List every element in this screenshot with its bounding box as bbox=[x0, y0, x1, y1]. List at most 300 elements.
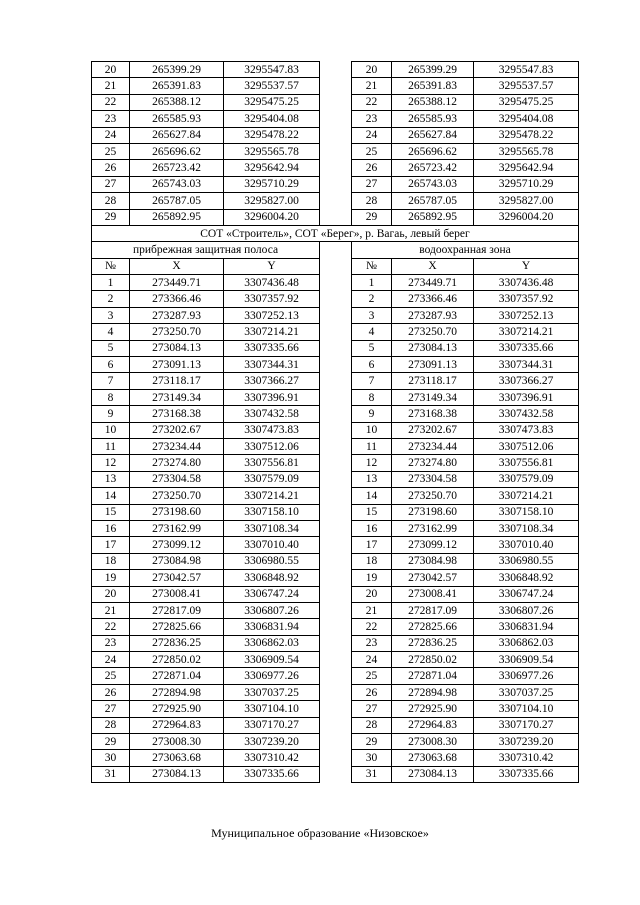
x-coordinate: 272817.09 bbox=[130, 602, 224, 618]
x-coordinate: 272836.25 bbox=[392, 635, 474, 651]
column-gap bbox=[320, 553, 352, 569]
x-coordinate: 273042.57 bbox=[392, 570, 474, 586]
x-coordinate: 272925.90 bbox=[130, 701, 224, 717]
y-coordinate: 3306747.24 bbox=[224, 586, 320, 602]
point-number: 28 bbox=[352, 193, 392, 209]
y-coordinate: 3306831.94 bbox=[474, 619, 579, 635]
column-gap bbox=[320, 422, 352, 438]
table-row bbox=[92, 160, 579, 176]
y-coordinate: 3307432.58 bbox=[224, 406, 320, 422]
point-number: 12 bbox=[92, 455, 130, 471]
column-gap bbox=[320, 635, 352, 651]
column-gap bbox=[320, 78, 352, 94]
point-number: 4 bbox=[92, 324, 130, 340]
section-title-row bbox=[92, 225, 579, 241]
x-coordinate: 273198.60 bbox=[130, 504, 224, 520]
table-row bbox=[92, 307, 579, 323]
y-coordinate: 3307104.10 bbox=[474, 701, 579, 717]
x-coordinate: 273099.12 bbox=[130, 537, 224, 553]
x-coordinate: 272871.04 bbox=[130, 668, 224, 684]
x-coordinate: 273202.67 bbox=[392, 422, 474, 438]
y-coordinate: 3307010.40 bbox=[224, 537, 320, 553]
column-gap bbox=[320, 586, 352, 602]
table-row bbox=[92, 471, 579, 487]
point-number: 8 bbox=[352, 389, 392, 405]
point-number: 24 bbox=[352, 127, 392, 143]
x-coordinate: 273304.58 bbox=[392, 471, 474, 487]
x-coordinate: 272871.04 bbox=[392, 668, 474, 684]
y-coordinate: 3295478.22 bbox=[474, 127, 579, 143]
table-row bbox=[92, 488, 579, 504]
x-coordinate: 273274.80 bbox=[392, 455, 474, 471]
column-gap bbox=[320, 766, 352, 782]
point-number: 6 bbox=[352, 357, 392, 373]
point-number: 31 bbox=[92, 766, 130, 782]
y-coordinate: 3306747.24 bbox=[474, 586, 579, 602]
point-number: 23 bbox=[352, 635, 392, 651]
x-coordinate: 273168.38 bbox=[130, 406, 224, 422]
y-coordinate: 3307357.92 bbox=[474, 291, 579, 307]
y-coordinate: 3307366.27 bbox=[224, 373, 320, 389]
header-number: № bbox=[352, 258, 392, 274]
y-coordinate: 3307512.06 bbox=[224, 438, 320, 454]
header-number: № bbox=[92, 258, 130, 274]
point-number: 17 bbox=[92, 537, 130, 553]
column-gap bbox=[320, 684, 352, 700]
y-coordinate: 3307158.10 bbox=[224, 504, 320, 520]
column-gap bbox=[320, 520, 352, 536]
y-coordinate: 3306862.03 bbox=[224, 635, 320, 651]
point-number: 1 bbox=[352, 275, 392, 291]
point-number: 2 bbox=[92, 291, 130, 307]
y-coordinate: 3295827.00 bbox=[224, 193, 320, 209]
x-coordinate: 272925.90 bbox=[392, 701, 474, 717]
x-coordinate: 265787.05 bbox=[392, 193, 474, 209]
point-number: 15 bbox=[92, 504, 130, 520]
x-coordinate: 265627.84 bbox=[130, 127, 224, 143]
y-coordinate: 3307214.21 bbox=[474, 324, 579, 340]
x-coordinate: 273084.98 bbox=[392, 553, 474, 569]
point-number: 22 bbox=[92, 94, 130, 110]
point-number: 20 bbox=[352, 62, 392, 78]
y-coordinate: 3307239.20 bbox=[474, 734, 579, 750]
column-gap bbox=[320, 373, 352, 389]
y-coordinate: 3306980.55 bbox=[474, 553, 579, 569]
header-y: Y bbox=[474, 258, 579, 274]
point-number: 5 bbox=[92, 340, 130, 356]
table-row bbox=[92, 717, 579, 733]
y-coordinate: 3295547.83 bbox=[224, 62, 320, 78]
table-row bbox=[92, 635, 579, 651]
y-coordinate: 3307396.91 bbox=[224, 389, 320, 405]
column-gap bbox=[320, 389, 352, 405]
table-row bbox=[92, 504, 579, 520]
x-coordinate: 265388.12 bbox=[130, 94, 224, 110]
point-number: 23 bbox=[92, 111, 130, 127]
column-gap bbox=[320, 602, 352, 618]
y-coordinate: 3307170.27 bbox=[224, 717, 320, 733]
point-number: 7 bbox=[352, 373, 392, 389]
x-coordinate: 265388.12 bbox=[392, 94, 474, 110]
y-coordinate: 3306848.92 bbox=[224, 570, 320, 586]
point-number: 26 bbox=[92, 160, 130, 176]
x-coordinate: 272964.83 bbox=[130, 717, 224, 733]
y-coordinate: 3295537.57 bbox=[474, 78, 579, 94]
x-coordinate: 273008.41 bbox=[392, 586, 474, 602]
point-number: 9 bbox=[352, 406, 392, 422]
point-number: 3 bbox=[92, 307, 130, 323]
point-number: 17 bbox=[352, 537, 392, 553]
x-coordinate: 273149.34 bbox=[392, 389, 474, 405]
table-row bbox=[92, 652, 579, 668]
x-coordinate: 273118.17 bbox=[392, 373, 474, 389]
column-gap bbox=[320, 160, 352, 176]
table-row bbox=[92, 357, 579, 373]
y-coordinate: 3307310.42 bbox=[224, 750, 320, 766]
y-coordinate: 3295404.08 bbox=[224, 111, 320, 127]
point-number: 30 bbox=[352, 750, 392, 766]
x-coordinate: 273168.38 bbox=[392, 406, 474, 422]
y-coordinate: 3307252.13 bbox=[224, 307, 320, 323]
point-number: 14 bbox=[92, 488, 130, 504]
y-coordinate: 3307357.92 bbox=[224, 291, 320, 307]
x-coordinate: 272964.83 bbox=[392, 717, 474, 733]
y-coordinate: 3307037.25 bbox=[224, 684, 320, 700]
x-coordinate: 272894.98 bbox=[130, 684, 224, 700]
x-coordinate: 273234.44 bbox=[392, 438, 474, 454]
x-coordinate: 273084.13 bbox=[392, 766, 474, 782]
point-number: 28 bbox=[92, 717, 130, 733]
y-coordinate: 3295642.94 bbox=[474, 160, 579, 176]
y-coordinate: 3295547.83 bbox=[474, 62, 579, 78]
column-gap bbox=[320, 750, 352, 766]
table-row bbox=[92, 668, 579, 684]
x-coordinate: 265892.95 bbox=[130, 209, 224, 225]
x-coordinate: 273084.13 bbox=[130, 340, 224, 356]
y-coordinate: 3306862.03 bbox=[474, 635, 579, 651]
x-coordinate: 265627.84 bbox=[392, 127, 474, 143]
table-row bbox=[92, 78, 579, 94]
x-coordinate: 273198.60 bbox=[392, 504, 474, 520]
y-coordinate: 3307108.34 bbox=[474, 520, 579, 536]
x-coordinate: 273366.46 bbox=[392, 291, 474, 307]
point-number: 27 bbox=[92, 176, 130, 192]
x-coordinate: 273008.41 bbox=[130, 586, 224, 602]
y-coordinate: 3295475.25 bbox=[474, 94, 579, 110]
point-number: 11 bbox=[352, 438, 392, 454]
point-number: 22 bbox=[92, 619, 130, 635]
point-number: 22 bbox=[352, 94, 392, 110]
x-coordinate: 273304.58 bbox=[130, 471, 224, 487]
x-coordinate: 265723.42 bbox=[130, 160, 224, 176]
x-coordinate: 272817.09 bbox=[392, 602, 474, 618]
point-number: 26 bbox=[352, 160, 392, 176]
column-gap bbox=[320, 438, 352, 454]
y-coordinate: 3306807.26 bbox=[474, 602, 579, 618]
y-coordinate: 3307556.81 bbox=[224, 455, 320, 471]
y-coordinate: 3307396.91 bbox=[474, 389, 579, 405]
y-coordinate: 3307579.09 bbox=[474, 471, 579, 487]
column-gap bbox=[320, 406, 352, 422]
x-coordinate: 273234.44 bbox=[130, 438, 224, 454]
column-gap bbox=[320, 357, 352, 373]
x-coordinate: 272825.66 bbox=[130, 619, 224, 635]
point-number: 13 bbox=[352, 471, 392, 487]
x-coordinate: 272894.98 bbox=[392, 684, 474, 700]
y-coordinate: 3307310.42 bbox=[474, 750, 579, 766]
y-coordinate: 3295537.57 bbox=[224, 78, 320, 94]
x-coordinate: 273099.12 bbox=[392, 537, 474, 553]
point-number: 31 bbox=[352, 766, 392, 782]
table-row bbox=[92, 422, 579, 438]
x-coordinate: 272825.66 bbox=[392, 619, 474, 635]
point-number: 21 bbox=[352, 78, 392, 94]
x-coordinate: 272850.02 bbox=[392, 652, 474, 668]
table-row bbox=[92, 537, 579, 553]
table-row bbox=[92, 291, 579, 307]
point-number: 24 bbox=[352, 652, 392, 668]
y-coordinate: 3307170.27 bbox=[474, 717, 579, 733]
point-number: 10 bbox=[92, 422, 130, 438]
column-gap bbox=[320, 62, 352, 78]
x-coordinate: 273042.57 bbox=[130, 570, 224, 586]
y-coordinate: 3306909.54 bbox=[224, 652, 320, 668]
y-coordinate: 3295642.94 bbox=[224, 160, 320, 176]
y-coordinate: 3307512.06 bbox=[474, 438, 579, 454]
point-number: 27 bbox=[352, 176, 392, 192]
column-gap bbox=[320, 258, 352, 274]
x-coordinate: 265585.93 bbox=[392, 111, 474, 127]
y-coordinate: 3296004.20 bbox=[224, 209, 320, 225]
table-row bbox=[92, 406, 579, 422]
table-row bbox=[92, 570, 579, 586]
y-coordinate: 3307335.66 bbox=[474, 340, 579, 356]
y-coordinate: 3307473.83 bbox=[474, 422, 579, 438]
point-number: 9 bbox=[92, 406, 130, 422]
y-coordinate: 3296004.20 bbox=[474, 209, 579, 225]
header-x: X bbox=[392, 258, 474, 274]
point-number: 21 bbox=[92, 78, 130, 94]
column-gap bbox=[320, 143, 352, 159]
column-gap bbox=[320, 619, 352, 635]
x-coordinate: 265892.95 bbox=[392, 209, 474, 225]
y-coordinate: 3307436.48 bbox=[224, 275, 320, 291]
column-gap bbox=[320, 324, 352, 340]
column-gap bbox=[320, 570, 352, 586]
table-row bbox=[92, 340, 579, 356]
point-number: 14 bbox=[352, 488, 392, 504]
x-coordinate: 265391.83 bbox=[392, 78, 474, 94]
y-coordinate: 3295827.00 bbox=[474, 193, 579, 209]
x-coordinate: 273149.34 bbox=[130, 389, 224, 405]
point-number: 25 bbox=[352, 143, 392, 159]
x-coordinate: 265585.93 bbox=[130, 111, 224, 127]
table-row bbox=[92, 209, 579, 225]
x-coordinate: 265391.83 bbox=[130, 78, 224, 94]
zone-title-coastal-strip: прибрежная защитная полоса bbox=[92, 242, 320, 258]
column-gap bbox=[320, 111, 352, 127]
y-coordinate: 3307239.20 bbox=[224, 734, 320, 750]
y-coordinate: 3307432.58 bbox=[474, 406, 579, 422]
y-coordinate: 3295710.29 bbox=[224, 176, 320, 192]
x-coordinate: 273008.30 bbox=[392, 734, 474, 750]
x-coordinate: 273287.93 bbox=[130, 307, 224, 323]
x-coordinate: 273202.67 bbox=[130, 422, 224, 438]
table-row bbox=[92, 193, 579, 209]
point-number: 12 bbox=[352, 455, 392, 471]
point-number: 15 bbox=[352, 504, 392, 520]
point-number: 20 bbox=[92, 62, 130, 78]
y-coordinate: 3295565.78 bbox=[474, 143, 579, 159]
table-row bbox=[92, 734, 579, 750]
column-gap bbox=[320, 471, 352, 487]
x-coordinate: 273162.99 bbox=[130, 520, 224, 536]
point-number: 25 bbox=[92, 143, 130, 159]
column-gap bbox=[320, 734, 352, 750]
point-number: 19 bbox=[92, 570, 130, 586]
y-coordinate: 3295565.78 bbox=[224, 143, 320, 159]
point-number: 18 bbox=[92, 553, 130, 569]
x-coordinate: 273366.46 bbox=[130, 291, 224, 307]
point-number: 21 bbox=[352, 602, 392, 618]
column-gap bbox=[320, 242, 352, 258]
x-coordinate: 273091.13 bbox=[392, 357, 474, 373]
table-row bbox=[92, 373, 579, 389]
point-number: 4 bbox=[352, 324, 392, 340]
point-number: 28 bbox=[92, 193, 130, 209]
y-coordinate: 3306807.26 bbox=[224, 602, 320, 618]
column-gap bbox=[320, 291, 352, 307]
y-coordinate: 3307214.21 bbox=[224, 488, 320, 504]
x-coordinate: 273063.68 bbox=[130, 750, 224, 766]
y-coordinate: 3307366.27 bbox=[474, 373, 579, 389]
x-coordinate: 265696.62 bbox=[130, 143, 224, 159]
y-coordinate: 3306977.26 bbox=[224, 668, 320, 684]
point-number: 28 bbox=[352, 717, 392, 733]
point-number: 5 bbox=[352, 340, 392, 356]
x-coordinate: 273274.80 bbox=[130, 455, 224, 471]
point-number: 3 bbox=[352, 307, 392, 323]
y-coordinate: 3307473.83 bbox=[224, 422, 320, 438]
x-coordinate: 265743.03 bbox=[130, 176, 224, 192]
column-gap bbox=[320, 307, 352, 323]
table-row bbox=[92, 586, 579, 602]
y-coordinate: 3307344.31 bbox=[224, 357, 320, 373]
x-coordinate: 265696.62 bbox=[392, 143, 474, 159]
table-row bbox=[92, 684, 579, 700]
y-coordinate: 3307108.34 bbox=[224, 520, 320, 536]
point-number: 25 bbox=[92, 668, 130, 684]
point-number: 26 bbox=[92, 684, 130, 700]
y-coordinate: 3307214.21 bbox=[224, 324, 320, 340]
x-coordinate: 273250.70 bbox=[130, 324, 224, 340]
point-number: 18 bbox=[352, 553, 392, 569]
y-coordinate: 3307579.09 bbox=[224, 471, 320, 487]
x-coordinate: 272836.25 bbox=[130, 635, 224, 651]
y-coordinate: 3307344.31 bbox=[474, 357, 579, 373]
column-gap bbox=[320, 488, 352, 504]
column-gap bbox=[320, 94, 352, 110]
y-coordinate: 3307335.66 bbox=[224, 766, 320, 782]
zone-title-water-protection: водоохранная зона bbox=[352, 242, 579, 258]
x-coordinate: 273287.93 bbox=[392, 307, 474, 323]
column-gap bbox=[320, 455, 352, 471]
x-coordinate: 273449.71 bbox=[392, 275, 474, 291]
table-row bbox=[92, 701, 579, 717]
x-coordinate: 265399.29 bbox=[130, 62, 224, 78]
y-coordinate: 3307556.81 bbox=[474, 455, 579, 471]
municipality-footer: Муниципальное образование «Низовское» bbox=[211, 826, 429, 840]
x-coordinate: 273084.98 bbox=[130, 553, 224, 569]
point-number: 2 bbox=[352, 291, 392, 307]
point-number: 20 bbox=[92, 586, 130, 602]
point-number: 24 bbox=[92, 127, 130, 143]
point-number: 30 bbox=[92, 750, 130, 766]
table-row bbox=[92, 520, 579, 536]
x-coordinate: 265399.29 bbox=[392, 62, 474, 78]
y-coordinate: 3295475.25 bbox=[224, 94, 320, 110]
y-coordinate: 3307335.66 bbox=[474, 766, 579, 782]
y-coordinate: 3307436.48 bbox=[474, 275, 579, 291]
y-coordinate: 3306831.94 bbox=[224, 619, 320, 635]
coordinates-table bbox=[91, 61, 579, 783]
point-number: 24 bbox=[92, 652, 130, 668]
table-row bbox=[92, 766, 579, 782]
y-coordinate: 3307335.66 bbox=[224, 340, 320, 356]
table-row bbox=[92, 111, 579, 127]
x-coordinate: 265723.42 bbox=[392, 160, 474, 176]
table-row bbox=[92, 553, 579, 569]
point-number: 16 bbox=[92, 520, 130, 536]
column-gap bbox=[320, 504, 352, 520]
point-number: 22 bbox=[352, 619, 392, 635]
x-coordinate: 273250.70 bbox=[392, 488, 474, 504]
x-coordinate: 265743.03 bbox=[392, 176, 474, 192]
table-row bbox=[92, 602, 579, 618]
x-coordinate: 273008.30 bbox=[130, 734, 224, 750]
column-gap bbox=[320, 193, 352, 209]
column-gap bbox=[320, 176, 352, 192]
y-coordinate: 3306977.26 bbox=[474, 668, 579, 684]
point-number: 6 bbox=[92, 357, 130, 373]
y-coordinate: 3307010.40 bbox=[474, 537, 579, 553]
column-gap bbox=[320, 127, 352, 143]
table-row bbox=[92, 62, 579, 78]
column-gap bbox=[320, 668, 352, 684]
header-x: X bbox=[130, 258, 224, 274]
header-y: Y bbox=[224, 258, 320, 274]
section-title: СОТ «Строитель», СОТ «Берег», р. Вагаь, левый берег bbox=[92, 225, 579, 241]
column-gap bbox=[320, 340, 352, 356]
point-number: 21 bbox=[92, 602, 130, 618]
table-row bbox=[92, 438, 579, 454]
y-coordinate: 3306848.92 bbox=[474, 570, 579, 586]
point-number: 27 bbox=[92, 701, 130, 717]
point-number: 29 bbox=[92, 734, 130, 750]
y-coordinate: 3295710.29 bbox=[474, 176, 579, 192]
y-coordinate: 3307037.25 bbox=[474, 684, 579, 700]
point-number: 29 bbox=[352, 209, 392, 225]
point-number: 29 bbox=[352, 734, 392, 750]
point-number: 1 bbox=[92, 275, 130, 291]
x-coordinate: 265787.05 bbox=[130, 193, 224, 209]
x-coordinate: 273250.70 bbox=[130, 488, 224, 504]
point-number: 20 bbox=[352, 586, 392, 602]
point-number: 26 bbox=[352, 684, 392, 700]
point-number: 23 bbox=[352, 111, 392, 127]
y-coordinate: 3307214.21 bbox=[474, 488, 579, 504]
x-coordinate: 273449.71 bbox=[130, 275, 224, 291]
